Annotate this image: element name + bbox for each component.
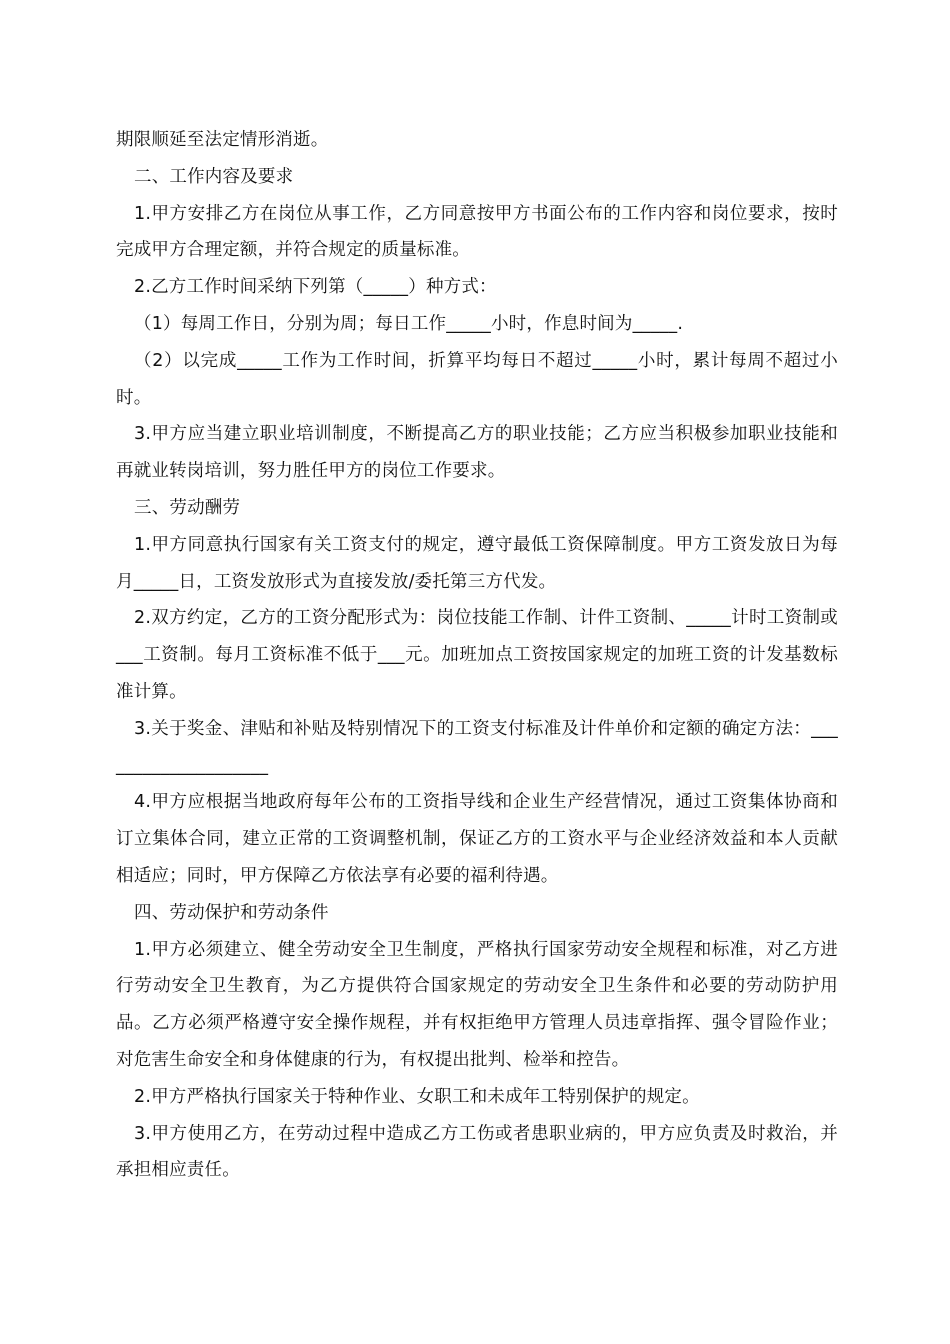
section-heading-work-content: 二、工作内容及要求: [134, 166, 294, 187]
paragraph-2-3: 3.甲方应当建立职业培训制度，不断提高乙方的职业技能；乙方应当积极参加职业技能和再就业转岗培训，努力胜任甲方的岗位工作要求。: [116, 424, 838, 482]
paragraph-continuation: 期限顺延至法定情形消逝。: [116, 130, 329, 150]
paragraph-4-1: 1.甲方必须建立、健全劳动安全卫生制度，严格执行国家劳动安全规程和标准，对乙方进行劳动安全卫生教育，为乙方提供符合国家规定的劳动安全卫生条件和必要的劳动防护用品。乙方必须严格遵守安全操作规程，并有权拒绝甲方管理人员违章指挥、强令冒险作业；对危害生命安全和身体健康的行为，有权提出批判、检举和控告。: [116, 939, 838, 1070]
paragraph-4-3: 3.甲方使用乙方，在劳动过程中造成乙方工伤或者患职业病的，甲方应负责及时救治，并承担相应责任。: [116, 1123, 838, 1181]
paragraph-4-2: 2.甲方严格执行国家关于特种作业、女职工和未成年工特别保护的规定。: [134, 1086, 700, 1107]
paragraph-2-2-option-1: （1）每周工作日，分别为周；每日工作_____小时，作息时间为_____.: [134, 313, 684, 334]
paragraph-3-1: 1.甲方同意执行国家有关工资支付的规定，遵守最低工资保障制度。甲方工资发放日为每月_____日，工资发放形式为直接发放/委托第三方代发。: [116, 534, 838, 592]
section-heading-labor-protection: 四、劳动保护和劳动条件: [134, 902, 329, 923]
paragraph-3-2: 2.双方约定，乙方的工资分配形式为：岗位技能工作制、计件工资制、_____计时工资制或___工资制。每月工资标准不低于___元。加班加点工资按国家规定的加班工资的计发基数标准计算。: [116, 608, 838, 702]
paragraph-3-3: 3.关于奖金、津贴和补贴及特别情况下的工资支付标准及计件单价和定额的确定方法：____________________: [116, 718, 838, 776]
paragraph-2-2-option-2: （2）以完成_____工作为工作时间，折算平均每日不超过_____小时，累计每周不超过小时。: [116, 350, 838, 408]
paragraph-3-4: 4.甲方应根据当地政府每年公布的工资指导线和企业生产经营情况，通过工资集体协商和订立集体合同，建立正常的工资调整机制，保证乙方的工资水平与企业经济效益和本人贡献相适应；同时，甲方保障乙方依法享有必要的福利待遇。: [116, 792, 838, 886]
paragraph-2-1: 1.甲方安排乙方在岗位从事工作，乙方同意按甲方书面公布的工作内容和岗位要求，按时完成甲方合理定额，并符合规定的质量标准。: [116, 203, 838, 261]
document-body: [116, 122, 838, 1189]
section-heading-remuneration: 三、劳动酬劳: [134, 497, 241, 518]
paragraph-2-2: 2.乙方工作时间采纳下列第（_____）种方式：: [134, 277, 497, 298]
